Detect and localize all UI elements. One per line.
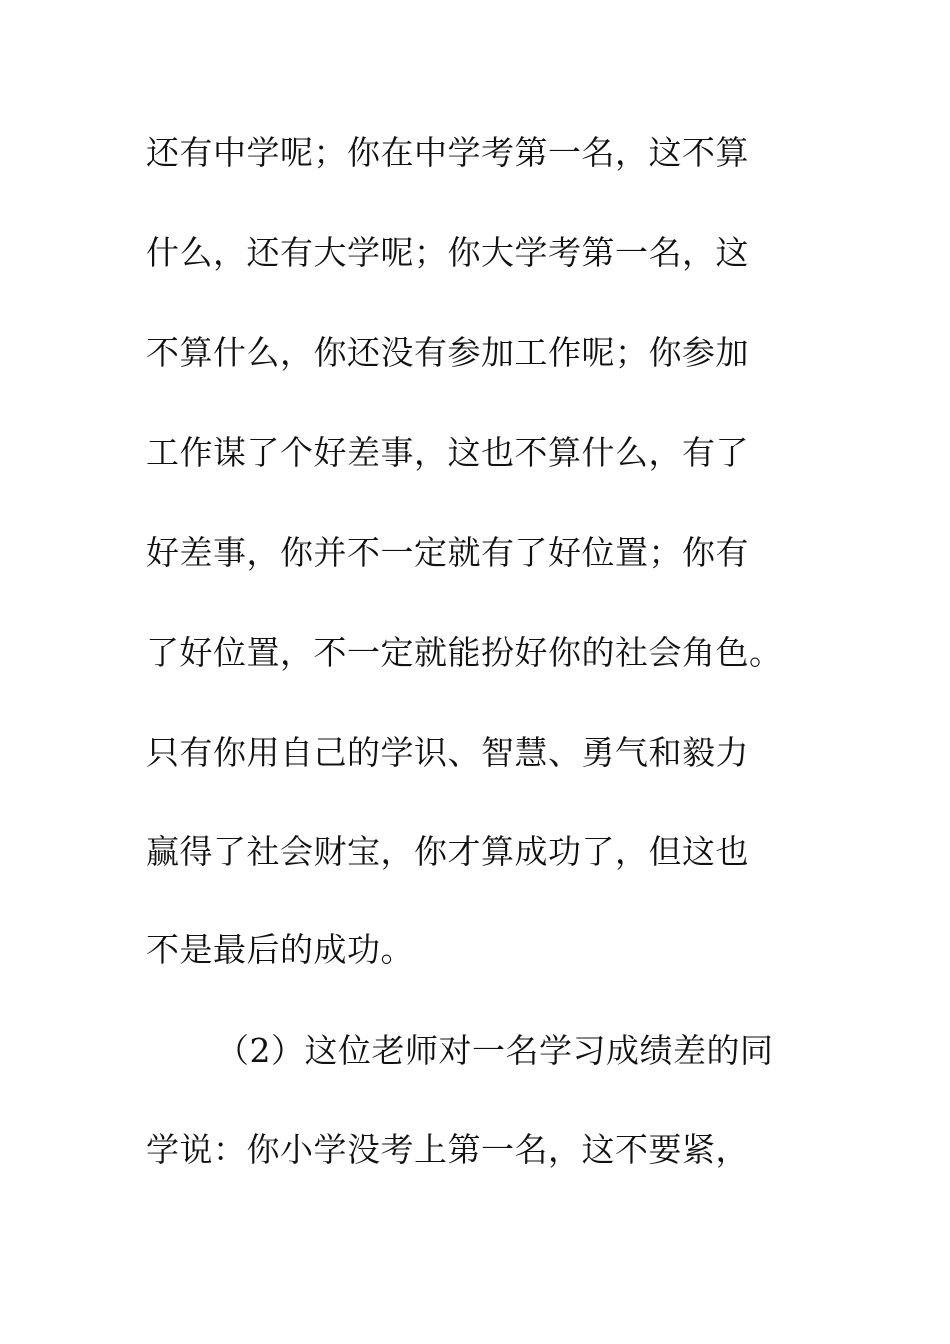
text-line: 学说：你小学没考上第一名，这不要紧， (146, 1130, 749, 1169)
text-line: 什么，还有大学呢；你大学考第一名，这 (146, 233, 749, 272)
text-line: 工作谋了个好差事，这也不算什么，有了 (146, 433, 749, 472)
text-line: 好差事，你并不一定就有了好位置；你有 (146, 533, 749, 572)
text-line: 不算什么，你还没有参加工作呢；你参加 (146, 333, 749, 372)
text-line: 赢得了社会财宝，你才算成功了，但这也 (146, 832, 749, 871)
paragraph-first-line: （2）这位老师对一名学习成绩差的同 (216, 1031, 774, 1070)
text-line: 只有你用自己的学识、智慧、勇气和毅力 (146, 733, 749, 772)
text-line: 了好位置，不一定就能扮好你的社会角色。 (146, 633, 783, 672)
text-line: 还有中学呢；你在中学考第一名，这不算 (146, 133, 749, 172)
text-line: 不是最后的成功。 (146, 930, 414, 969)
